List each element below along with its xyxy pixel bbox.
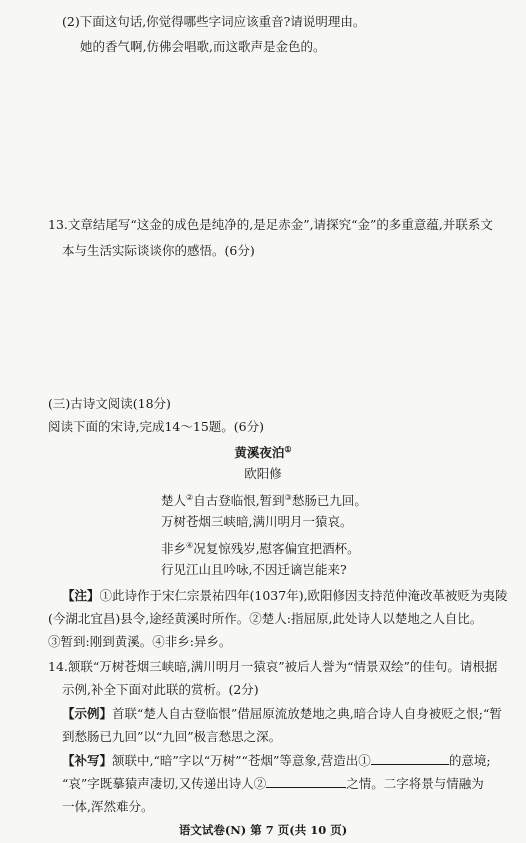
q14-supplement-line3: 一体,浑然难分。 bbox=[62, 799, 154, 814]
q14-example-line2: 到愁肠已九回”以“九回”极言愁思之深。 bbox=[62, 729, 282, 744]
q14-line1: 14.颔联“万树苍烟三峡暗,满川明月一猿哀”被后人誉为“情景双绘”的佳句。请根据 bbox=[48, 659, 498, 674]
poem-line-2: 万树苍烟三峡暗,满川明月一猿哀。 bbox=[161, 514, 353, 529]
poem-line-1 bbox=[161, 489, 367, 509]
poem-line-1-part: 愁肠已九回。 bbox=[291, 493, 367, 509]
poem-line-1-part: 楚人 bbox=[161, 493, 187, 509]
q14-line2: 示例,补全下面对此联的赏析。(2分) bbox=[62, 682, 259, 697]
poem-line-3 bbox=[161, 537, 360, 557]
page-footer: 语文试卷(N) 第 7 页(共 10 页) bbox=[178, 823, 348, 837]
q12-sub2-prompt: (2)下面这句话,你觉得哪些字词应该重音?请说明理由。 bbox=[62, 14, 366, 29]
answer-blank-2[interactable] bbox=[266, 775, 346, 788]
example-label: 【示例】 bbox=[62, 706, 113, 721]
example-text: 首联“楚人自古登临恨”借屈原流放楚地之典,暗合诗人自身被贬之恨;“暂 bbox=[112, 706, 502, 721]
q14-example-line1 bbox=[62, 705, 502, 722]
poem-title bbox=[0, 441, 526, 461]
section3-intro: 阅读下面的宋诗,完成14～15题。(6分) bbox=[48, 419, 264, 434]
section3-heading: (三)古诗文阅读(18分) bbox=[48, 396, 171, 411]
notes-line2: (今湖北宜昌)县令,途经黄溪时所作。②楚人:指屈原,此处诗人以楚地之人自比。 bbox=[48, 611, 483, 626]
poem-line-3-part: 况复惊残岁,慰客偏宜把酒杯。 bbox=[193, 541, 360, 557]
poem-line-3-part: 非乡 bbox=[161, 541, 187, 557]
q14-supplement-line1 bbox=[62, 752, 491, 769]
notes-line1 bbox=[62, 587, 508, 604]
supplement-label: 【补写】 bbox=[62, 753, 113, 768]
q13-line2: 本与生活实际谈谈你的感悟。(6分) bbox=[62, 243, 255, 258]
supplement-text: 的意境; bbox=[448, 753, 491, 768]
supplement-text: “哀”字既摹猿声凄切,又传递出诗人② bbox=[62, 776, 267, 791]
poem-note-2: ② bbox=[186, 493, 194, 502]
poem-line-4: 行见江山且吟咏,不因迁谪岂能来? bbox=[161, 562, 347, 577]
q14-supplement-line2 bbox=[62, 775, 484, 792]
poem-title-note: ① bbox=[284, 444, 292, 454]
notes-label: 【注】 bbox=[62, 588, 100, 603]
poem-author: 欧阳修 bbox=[244, 466, 282, 481]
notes-line3: ③暂到:刚到黄溪。④非乡:异乡。 bbox=[48, 634, 232, 649]
poem-title-text: 黄溪夜泊 bbox=[234, 445, 285, 461]
notes-text: ①此诗作于宋仁宗景祐四年(1037年),欧阳修因支持范仲淹改革被贬为夷陵 bbox=[99, 588, 508, 603]
supplement-text: 之情。二字将景与情融为 bbox=[346, 776, 484, 791]
poem-line-1-part: 自古登临恨,暂到 bbox=[193, 493, 285, 509]
q12-sentence: 她的香气啊,仿佛会唱歌,而这歌声是金色的。 bbox=[80, 39, 326, 54]
q13-line1: 13.文章结尾写“这金的成色是纯净的,是足赤金”,请探究“金”的多重意蕴,并联系文 bbox=[48, 217, 493, 232]
poem-note-3: ③ bbox=[284, 493, 292, 502]
answer-blank-1[interactable] bbox=[371, 752, 449, 765]
poem-note-4: ④ bbox=[186, 541, 194, 550]
supplement-text: 颔联中,“暗”字以“万树”“苍烟”等意象,营造出① bbox=[112, 753, 371, 768]
